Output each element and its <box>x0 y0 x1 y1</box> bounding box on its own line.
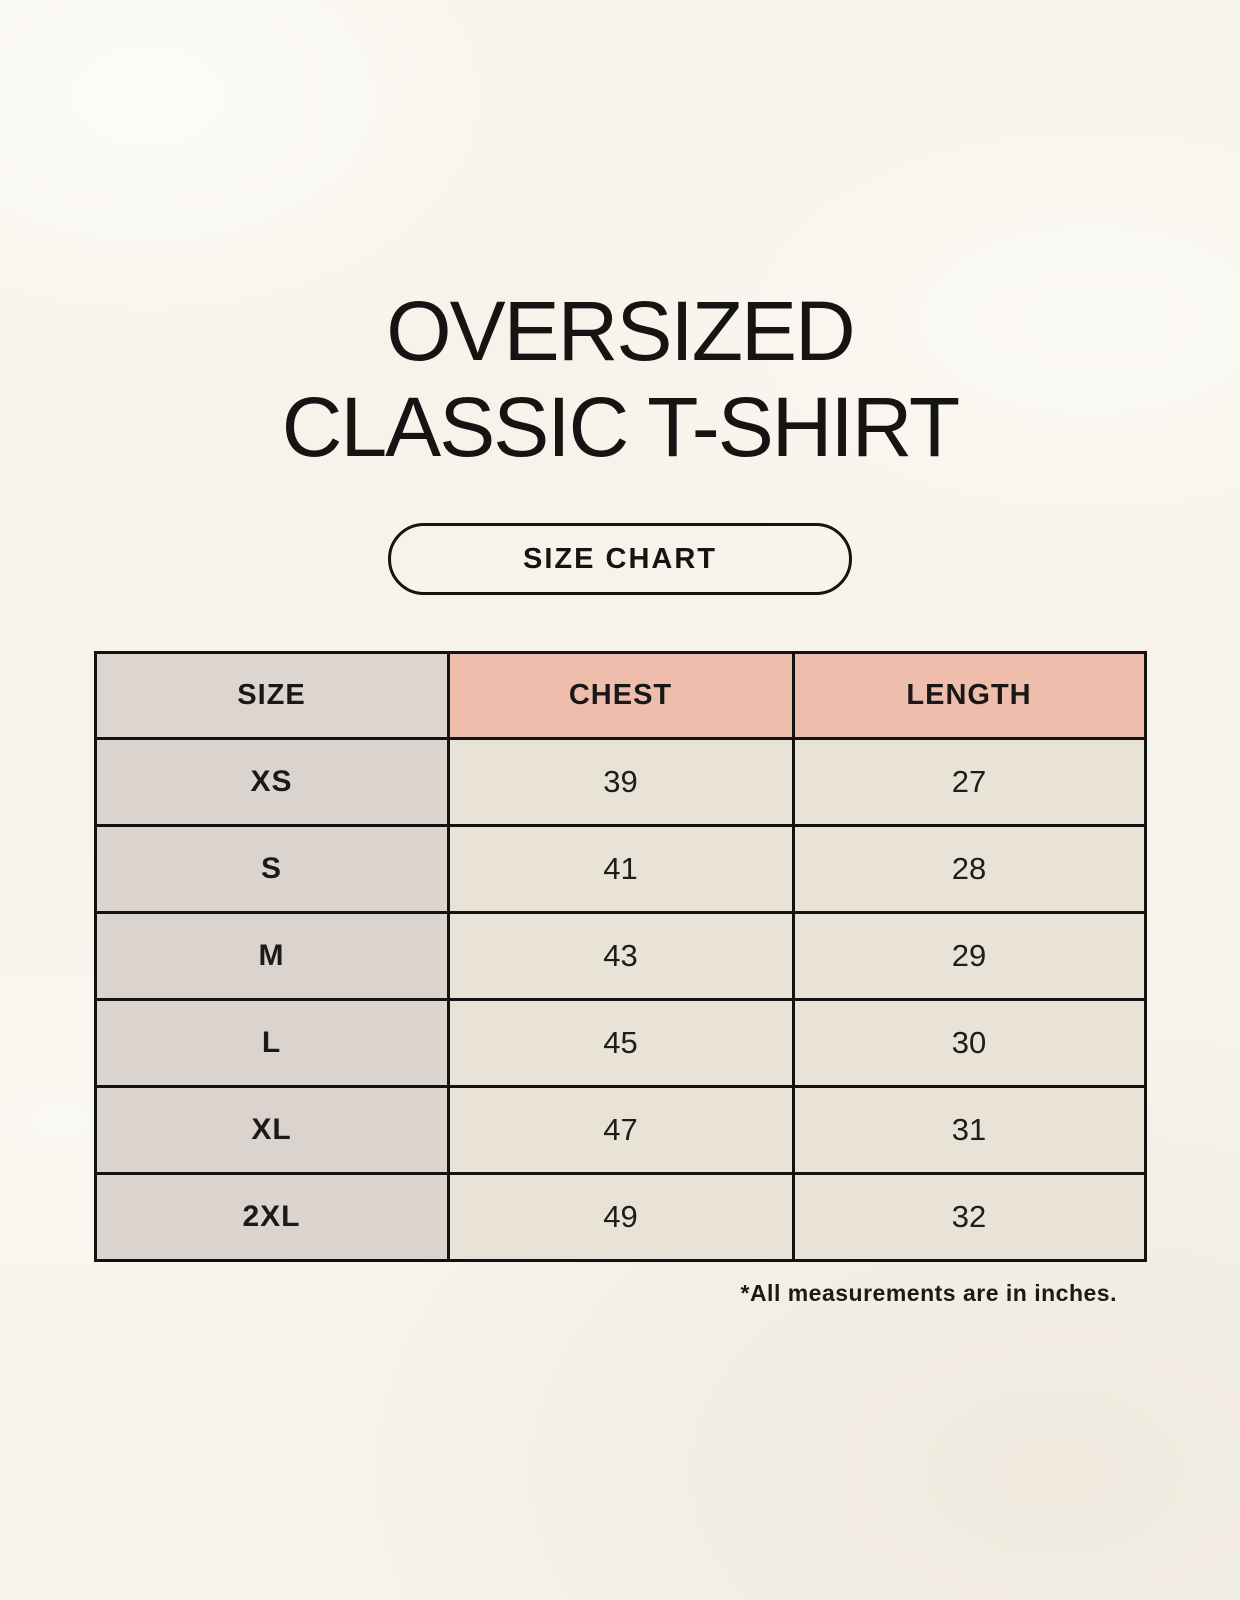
chest-cell: 43 <box>448 913 793 1000</box>
header-length: LENGTH <box>793 653 1145 739</box>
header-chest: CHEST <box>448 653 793 739</box>
size-cell: XL <box>95 1087 448 1174</box>
badge-row <box>0 523 1240 595</box>
size-cell: S <box>95 826 448 913</box>
size-cell: 2XL <box>95 1174 448 1261</box>
table-row <box>95 913 1145 1000</box>
chest-cell: 47 <box>448 1087 793 1174</box>
table-row <box>95 1087 1145 1174</box>
table-body <box>95 739 1145 1261</box>
length-cell: 30 <box>793 1000 1145 1087</box>
header-row <box>95 653 1145 739</box>
chest-cell: 41 <box>448 826 793 913</box>
title-line-2: CLASSIC T-SHIRT <box>281 380 959 474</box>
page-title <box>0 283 1240 475</box>
title-line-1: OVERSIZED <box>386 284 854 378</box>
table-row <box>95 1174 1145 1261</box>
size-cell: L <box>95 1000 448 1087</box>
size-cell: XS <box>95 739 448 826</box>
length-cell: 32 <box>793 1174 1145 1261</box>
measurements-footnote: *All measurements are in inches. <box>740 1280 1117 1306</box>
length-cell: 31 <box>793 1087 1145 1174</box>
size-chart-button[interactable]: SIZE CHART <box>388 523 852 595</box>
table-row <box>95 826 1145 913</box>
length-cell: 29 <box>793 913 1145 1000</box>
size-chart-table <box>94 651 1147 1262</box>
table-row <box>95 1000 1145 1087</box>
table-row <box>95 739 1145 826</box>
chest-cell: 45 <box>448 1000 793 1087</box>
chest-cell: 49 <box>448 1174 793 1261</box>
chest-cell: 39 <box>448 739 793 826</box>
table-header <box>95 653 1145 739</box>
size-cell: M <box>95 913 448 1000</box>
length-cell: 27 <box>793 739 1145 826</box>
length-cell: 28 <box>793 826 1145 913</box>
header-size: SIZE <box>95 653 448 739</box>
